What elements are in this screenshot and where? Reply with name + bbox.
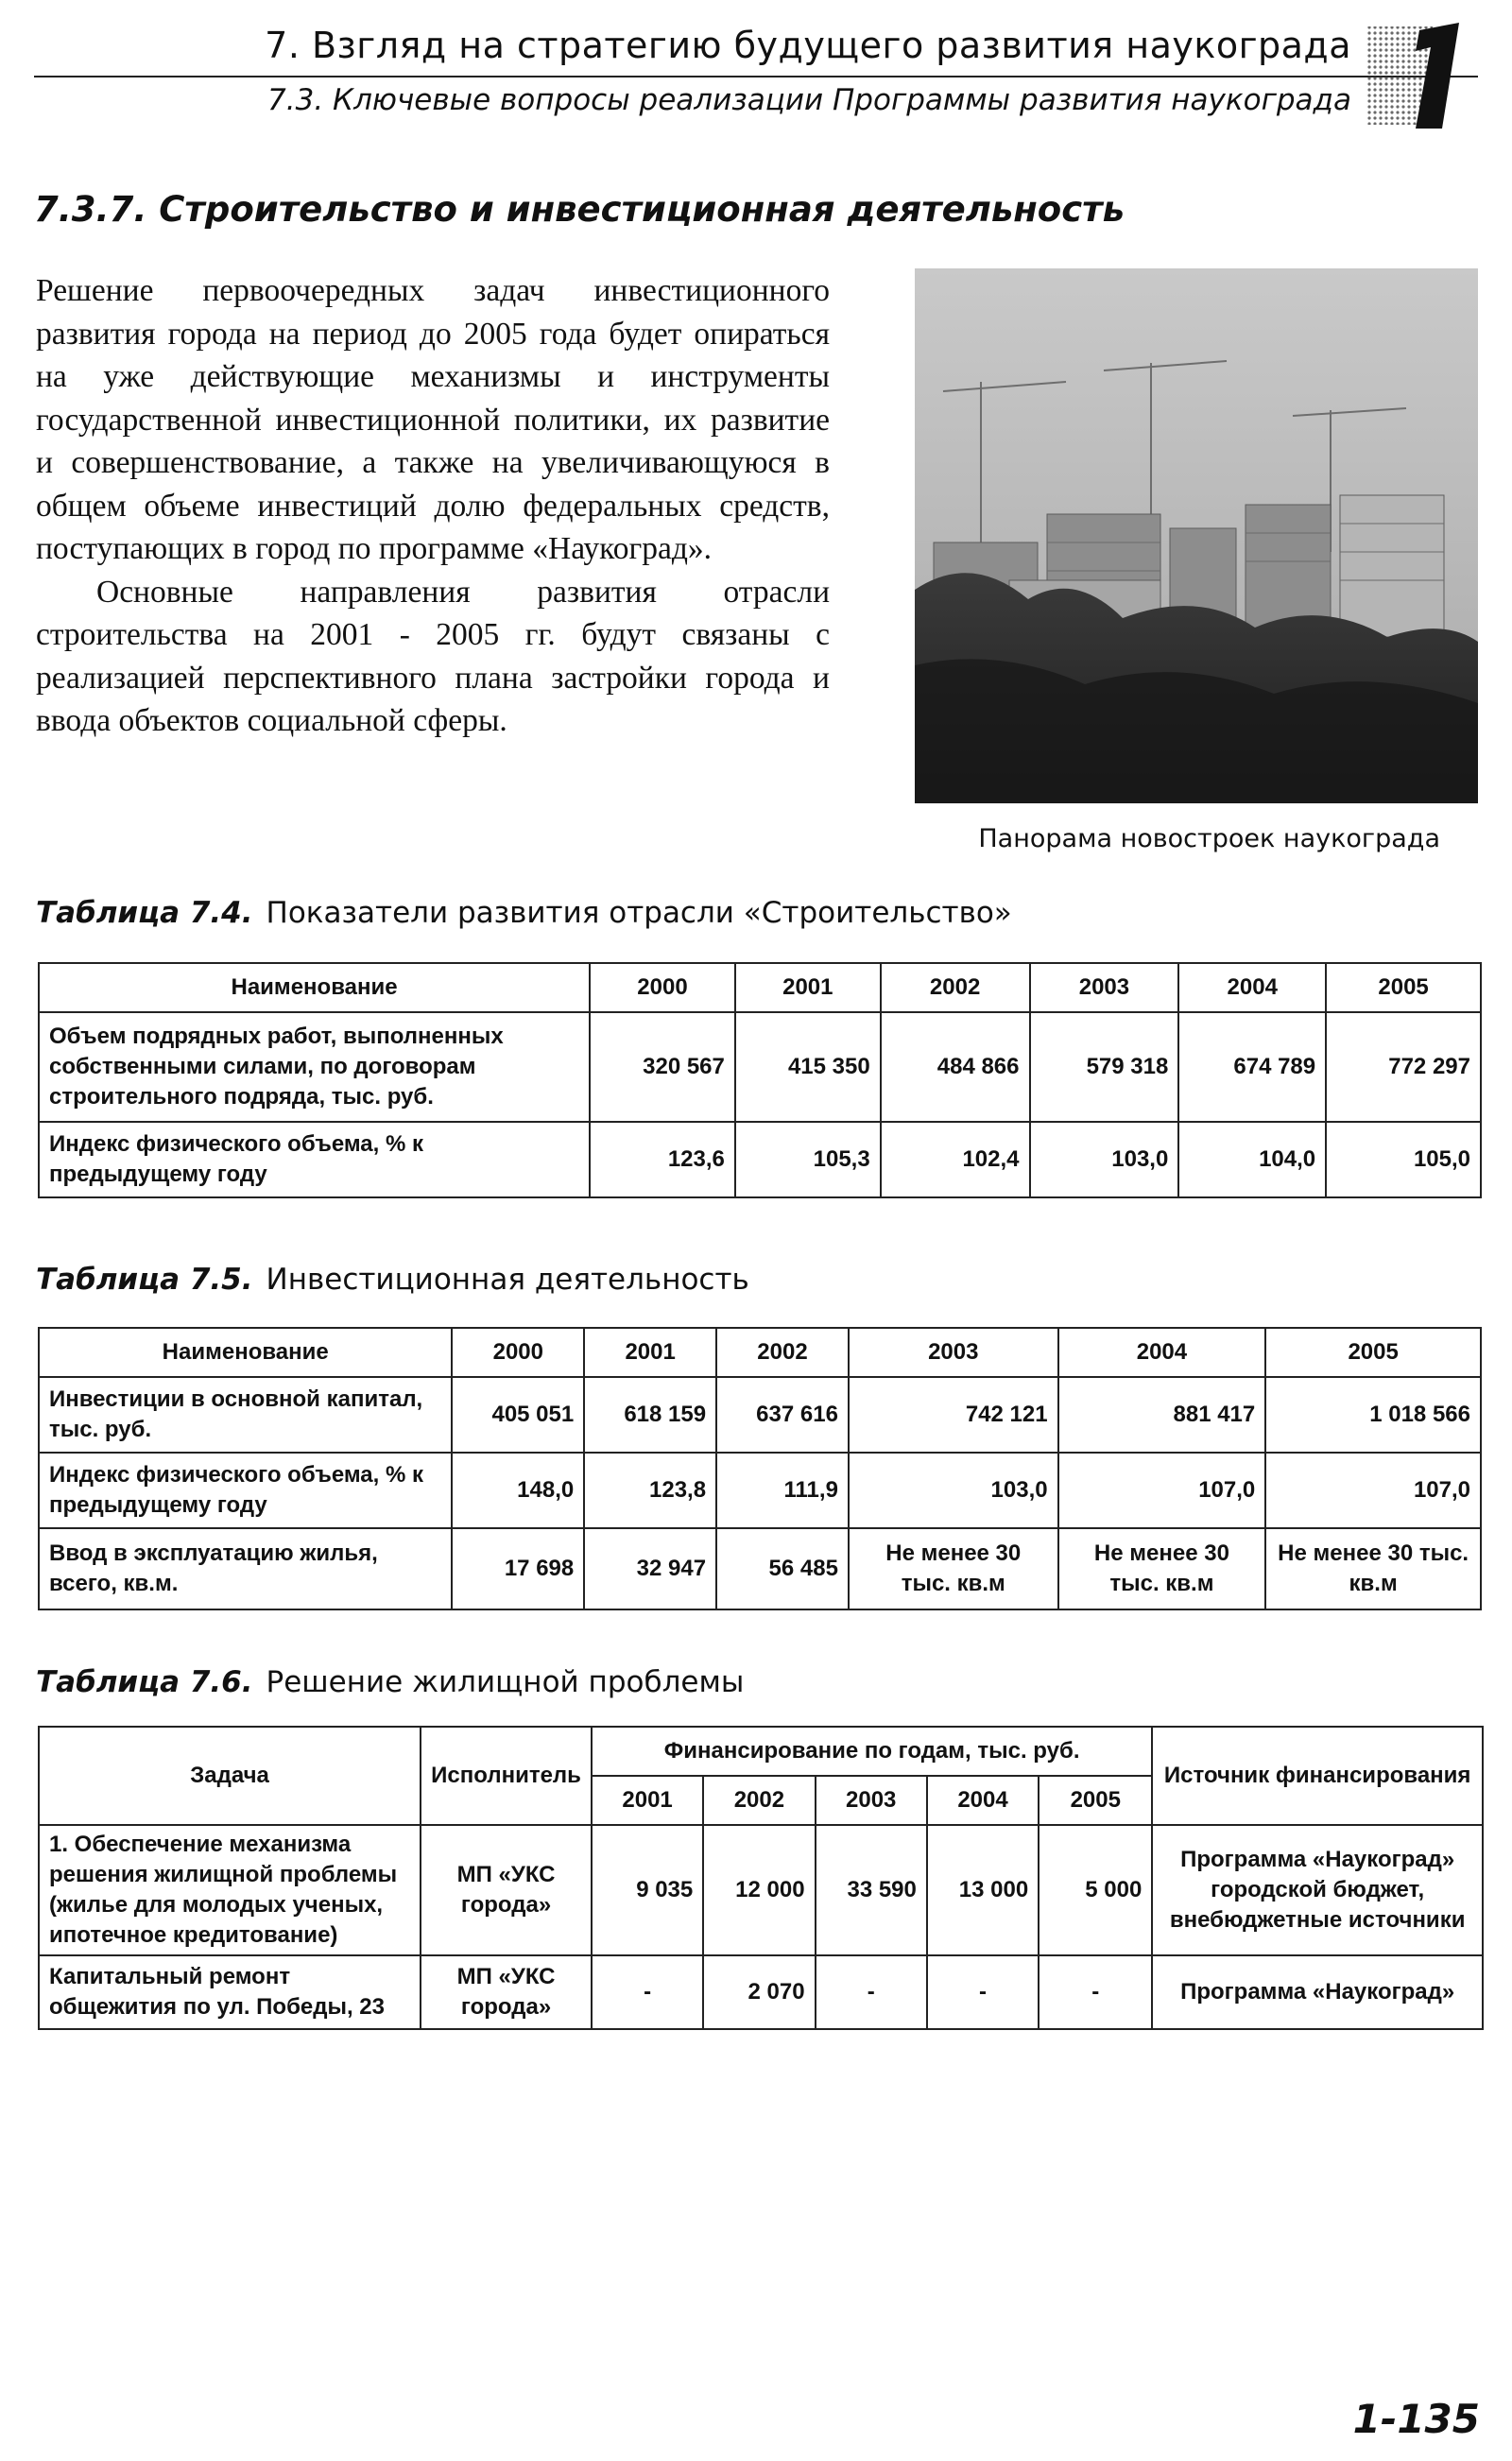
table-cell: 772 297 [1326,1012,1481,1122]
table-header-row [39,963,1481,1012]
column-header: 2004 [1058,1328,1266,1377]
table-row [39,1528,1481,1609]
table-row [39,1453,1481,1528]
table-cell: 111,9 [716,1453,849,1528]
chapter-number-icon [1361,19,1474,132]
table-cell: 107,0 [1265,1453,1481,1528]
column-header: 2004 [1178,963,1326,1012]
task-cell: Капитальный ремонт общежития по ул. Победы, 23 [39,1955,421,2029]
source-cell: Программа «Наукоград» городской бюджет, внебюджетные источники [1152,1825,1483,1955]
table-title: Решение жилищной проблемы [266,1665,745,1699]
table-header-row [39,1727,1483,1776]
row-name: Объем подрядных работ, выполненных собственными силами, по договорам строительного подряда, тыс. руб. [39,1012,590,1122]
table-7-5 [38,1327,1482,1610]
table-cell: 320 567 [590,1012,735,1122]
table-label: Таблица 7.6. [36,1665,253,1699]
table-cell: 618 159 [584,1377,716,1453]
table-7-5-caption [36,1263,749,1297]
table-header-row [39,1328,1481,1377]
column-header: Источник финансирования [1152,1727,1483,1825]
column-header: 2000 [590,963,735,1012]
source-cell: Программа «Наукоград» [1152,1955,1483,2029]
table-cell: 17 698 [452,1528,584,1609]
table-cell: Не менее 30 тыс. кв.м [849,1528,1058,1609]
table-row [39,1825,1483,1955]
table-7-6 [38,1726,1484,2030]
table-cell: 103,0 [849,1453,1058,1528]
table-cell: 674 789 [1178,1012,1326,1122]
column-header: Наименование [39,1328,452,1377]
table-title: Инвестиционная деятельность [266,1263,749,1297]
column-header: 2003 [816,1776,927,1825]
table-cell: 5 000 [1039,1825,1152,1955]
table-cell: 103,0 [1030,1122,1179,1197]
table-cell: 742 121 [849,1377,1058,1453]
table-cell: Не менее 30 тыс. кв.м [1265,1528,1481,1609]
column-header: 2005 [1039,1776,1152,1825]
table-title: Показатели развития отрасли «Строительство» [266,896,1012,930]
table-cell: - [592,1955,703,2029]
row-name: Инвестиции в основной капитал, тыс. руб. [39,1377,452,1453]
column-header: 2005 [1326,963,1481,1012]
column-header: 2005 [1265,1328,1481,1377]
table-cell: 415 350 [735,1012,881,1122]
paragraph: Основные направления развития отрасли строительства на 2001 - 2005 гг. будут связаны с реализацией перспективного плана застройки города и ввода объектов социальной сферы. [36,574,830,738]
header-rule [34,76,1478,77]
table-cell: 104,0 [1178,1122,1326,1197]
table-row [39,1955,1483,2029]
column-header: 2001 [592,1776,703,1825]
row-name: Ввод в эксплуатацию жилья, всего, кв.м. [39,1528,452,1609]
table-cell: Не менее 30 тыс. кв.м [1058,1528,1266,1609]
row-name: Индекс физического объема, % к предыдущему году [39,1122,590,1197]
table-cell: 123,8 [584,1453,716,1528]
table-cell: - [927,1955,1039,2029]
table-cell: 123,6 [590,1122,735,1197]
table-cell: 484 866 [881,1012,1030,1122]
table-cell: 32 947 [584,1528,716,1609]
column-header: 2001 [584,1328,716,1377]
table-7-4-caption [36,896,1012,930]
row-name: Индекс физического объема, % к предыдущему году [39,1453,452,1528]
table-cell: 2 070 [703,1955,815,2029]
table-cell: 637 616 [716,1377,849,1453]
column-header: 2001 [735,963,881,1012]
panorama-photo [915,268,1478,803]
table-cell: 9 035 [592,1825,703,1955]
executor-cell: МП «УКС города» [421,1955,592,2029]
section-subtitle: 7.3. Ключевые вопросы реализации Программы развития наукограда [267,83,1351,117]
column-header: 2002 [716,1328,849,1377]
table-cell: - [1039,1955,1152,2029]
table-cell: 13 000 [927,1825,1039,1955]
table-cell: 881 417 [1058,1377,1266,1453]
table-row [39,1122,1481,1197]
section-title: 7.3.7. Строительство и инвестиционная деятельность [34,189,1125,230]
executor-cell: МП «УКС города» [421,1825,592,1955]
table-cell: 105,3 [735,1122,881,1197]
column-header: 2003 [849,1328,1058,1377]
column-header: Задача [39,1727,421,1825]
column-header: Наименование [39,963,590,1012]
table-cell: 1 018 566 [1265,1377,1481,1453]
column-header: 2002 [703,1776,815,1825]
table-cell: 105,0 [1326,1122,1481,1197]
table-row [39,1012,1481,1122]
table-7-4 [38,962,1482,1198]
body-text [36,269,830,743]
table-cell: 56 485 [716,1528,849,1609]
table-cell: 579 318 [1030,1012,1179,1122]
task-cell: 1. Обеспечение механизма решения жилищной проблемы (жилье для молодых ученых, ипотечное кредитование) [39,1825,421,1955]
table-7-6-caption [36,1665,744,1699]
table-cell: 33 590 [816,1825,927,1955]
photo-caption: Панорама новостроек наукограда [978,824,1440,853]
table-cell: 102,4 [881,1122,1030,1197]
table-label: Таблица 7.5. [36,1263,253,1297]
table-cell: 107,0 [1058,1453,1266,1528]
column-header: 2003 [1030,963,1179,1012]
table-cell: 12 000 [703,1825,815,1955]
chapter-title: 7. Взгляд на стратегию будущего развития наукограда [265,25,1351,66]
column-header: 2000 [452,1328,584,1377]
table-cell: 148,0 [452,1453,584,1528]
column-header: Финансирование по годам, тыс. руб. [592,1727,1152,1776]
paragraph: Решение первоочередных задач инвестиционного развития города на период до 2005 года будет опираться на уже действующие механизмы и инструменты государственной инвестиционной политики, их развитие и совершенствование, а также на увеличивающуюся в общем объеме инвестиций долю федеральных средств, поступающих в город по программе «Наукоград». [36,273,830,566]
table-label: Таблица 7.4. [36,896,253,930]
page-number: 1-135 [1352,2396,1480,2442]
column-header: Исполнитель [421,1727,592,1825]
table-cell: 405 051 [452,1377,584,1453]
column-header: 2002 [881,963,1030,1012]
column-header: 2004 [927,1776,1039,1825]
table-cell: - [816,1955,927,2029]
table-row [39,1377,1481,1453]
